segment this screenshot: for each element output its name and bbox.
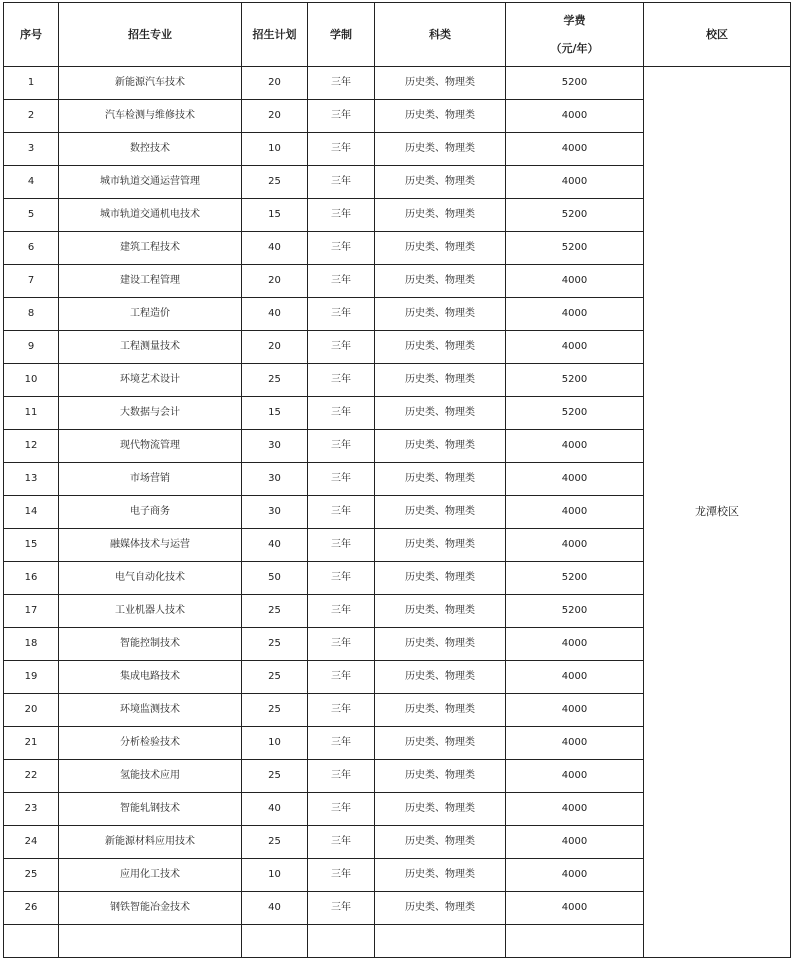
cell-plan: 30	[242, 496, 308, 529]
cell-plan: 10	[242, 727, 308, 760]
cell-major: 工程造价	[59, 298, 242, 331]
header-duration: 学制	[308, 3, 375, 67]
cell-plan: 40	[242, 793, 308, 826]
cell-duration: 三年	[308, 298, 375, 331]
cell-no: 5	[4, 199, 59, 232]
header-major: 招生专业	[59, 3, 242, 67]
cell-plan: 40	[242, 232, 308, 265]
cell-major: 集成电路技术	[59, 661, 242, 694]
cell-no: 17	[4, 595, 59, 628]
cell-duration: 三年	[308, 892, 375, 925]
cell-fee: 4000	[506, 793, 644, 826]
cell-duration: 三年	[308, 760, 375, 793]
cell-plan: 20	[242, 331, 308, 364]
header-campus: 校区	[644, 3, 791, 67]
cell-empty	[4, 925, 59, 958]
cell-duration: 三年	[308, 463, 375, 496]
cell-plan: 25	[242, 826, 308, 859]
cell-no: 12	[4, 430, 59, 463]
cell-no: 23	[4, 793, 59, 826]
cell-category: 历史类、物理类	[375, 793, 506, 826]
cell-fee: 4000	[506, 727, 644, 760]
cell-no: 4	[4, 166, 59, 199]
cell-category: 历史类、物理类	[375, 694, 506, 727]
cell-plan: 10	[242, 133, 308, 166]
cell-duration: 三年	[308, 859, 375, 892]
cell-no: 1	[4, 67, 59, 100]
header-no: 序号	[4, 3, 59, 67]
cell-no: 24	[4, 826, 59, 859]
cell-category: 历史类、物理类	[375, 727, 506, 760]
cell-duration: 三年	[308, 364, 375, 397]
cell-no: 2	[4, 100, 59, 133]
cell-category: 历史类、物理类	[375, 67, 506, 100]
cell-fee: 4000	[506, 892, 644, 925]
cell-fee: 4000	[506, 859, 644, 892]
cell-no: 11	[4, 397, 59, 430]
cell-plan: 25	[242, 760, 308, 793]
cell-no: 26	[4, 892, 59, 925]
cell-category: 历史类、物理类	[375, 496, 506, 529]
table-row	[4, 67, 791, 100]
cell-category: 历史类、物理类	[375, 529, 506, 562]
cell-duration: 三年	[308, 727, 375, 760]
cell-major: 融媒体技术与运营	[59, 529, 242, 562]
cell-category: 历史类、物理类	[375, 661, 506, 694]
cell-major: 智能控制技术	[59, 628, 242, 661]
cell-category: 历史类、物理类	[375, 232, 506, 265]
cell-category: 历史类、物理类	[375, 892, 506, 925]
cell-plan: 25	[242, 694, 308, 727]
cell-campus: 龙潭校区	[644, 67, 791, 958]
cell-major: 工业机器人技术	[59, 595, 242, 628]
cell-duration: 三年	[308, 694, 375, 727]
cell-no: 8	[4, 298, 59, 331]
cell-fee: 4000	[506, 760, 644, 793]
cell-duration: 三年	[308, 67, 375, 100]
cell-category: 历史类、物理类	[375, 562, 506, 595]
cell-category: 历史类、物理类	[375, 166, 506, 199]
cell-plan: 40	[242, 529, 308, 562]
cell-category: 历史类、物理类	[375, 628, 506, 661]
cell-category: 历史类、物理类	[375, 430, 506, 463]
cell-plan: 20	[242, 100, 308, 133]
cell-duration: 三年	[308, 331, 375, 364]
enrollment-table	[3, 2, 791, 958]
cell-fee: 4000	[506, 661, 644, 694]
cell-major: 环境艺术设计	[59, 364, 242, 397]
cell-no: 20	[4, 694, 59, 727]
cell-category: 历史类、物理类	[375, 199, 506, 232]
cell-no: 15	[4, 529, 59, 562]
cell-fee: 5200	[506, 364, 644, 397]
cell-fee: 4000	[506, 298, 644, 331]
cell-fee: 4000	[506, 133, 644, 166]
cell-category: 历史类、物理类	[375, 397, 506, 430]
cell-duration: 三年	[308, 232, 375, 265]
cell-major: 氢能技术应用	[59, 760, 242, 793]
cell-category: 历史类、物理类	[375, 331, 506, 364]
cell-fee: 4000	[506, 331, 644, 364]
cell-plan: 25	[242, 364, 308, 397]
cell-no: 25	[4, 859, 59, 892]
cell-category: 历史类、物理类	[375, 364, 506, 397]
cell-empty	[308, 925, 375, 958]
cell-major: 现代物流管理	[59, 430, 242, 463]
cell-major: 电气自动化技术	[59, 562, 242, 595]
cell-category: 历史类、物理类	[375, 859, 506, 892]
cell-fee: 4000	[506, 529, 644, 562]
cell-duration: 三年	[308, 430, 375, 463]
cell-duration: 三年	[308, 661, 375, 694]
cell-empty	[506, 925, 644, 958]
cell-fee: 4000	[506, 694, 644, 727]
cell-duration: 三年	[308, 199, 375, 232]
cell-fee: 4000	[506, 496, 644, 529]
cell-major: 数控技术	[59, 133, 242, 166]
cell-major: 建设工程管理	[59, 265, 242, 298]
cell-duration: 三年	[308, 826, 375, 859]
cell-major: 工程测量技术	[59, 331, 242, 364]
cell-fee: 5200	[506, 595, 644, 628]
cell-no: 16	[4, 562, 59, 595]
cell-duration: 三年	[308, 397, 375, 430]
cell-duration: 三年	[308, 166, 375, 199]
cell-plan: 40	[242, 298, 308, 331]
header-fee-line1: 学费	[563, 13, 586, 27]
header-plan: 招生计划	[242, 3, 308, 67]
cell-major: 分析检验技术	[59, 727, 242, 760]
cell-duration: 三年	[308, 100, 375, 133]
cell-major: 城市轨道交通机电技术	[59, 199, 242, 232]
cell-fee: 4000	[506, 430, 644, 463]
cell-no: 22	[4, 760, 59, 793]
cell-major: 电子商务	[59, 496, 242, 529]
cell-duration: 三年	[308, 793, 375, 826]
cell-empty	[59, 925, 242, 958]
cell-major: 市场营销	[59, 463, 242, 496]
cell-no: 3	[4, 133, 59, 166]
cell-major: 环境监测技术	[59, 694, 242, 727]
cell-category: 历史类、物理类	[375, 133, 506, 166]
cell-plan: 15	[242, 397, 308, 430]
cell-category: 历史类、物理类	[375, 595, 506, 628]
cell-fee: 4000	[506, 265, 644, 298]
cell-plan: 15	[242, 199, 308, 232]
cell-no: 14	[4, 496, 59, 529]
cell-plan: 25	[242, 628, 308, 661]
cell-fee: 5200	[506, 67, 644, 100]
cell-plan: 30	[242, 463, 308, 496]
cell-fee: 4000	[506, 826, 644, 859]
cell-category: 历史类、物理类	[375, 463, 506, 496]
cell-empty	[242, 925, 308, 958]
cell-plan: 30	[242, 430, 308, 463]
cell-duration: 三年	[308, 562, 375, 595]
cell-fee: 4000	[506, 463, 644, 496]
cell-duration: 三年	[308, 265, 375, 298]
cell-category: 历史类、物理类	[375, 298, 506, 331]
cell-plan: 40	[242, 892, 308, 925]
cell-major: 大数据与会计	[59, 397, 242, 430]
cell-major: 建筑工程技术	[59, 232, 242, 265]
cell-major: 钢铁智能冶金技术	[59, 892, 242, 925]
cell-major: 新能源材料应用技术	[59, 826, 242, 859]
cell-plan: 20	[242, 265, 308, 298]
cell-no: 10	[4, 364, 59, 397]
cell-category: 历史类、物理类	[375, 100, 506, 133]
header-fee	[506, 3, 644, 67]
cell-plan: 10	[242, 859, 308, 892]
cell-fee: 5200	[506, 199, 644, 232]
cell-category: 历史类、物理类	[375, 760, 506, 793]
cell-category: 历史类、物理类	[375, 826, 506, 859]
cell-no: 7	[4, 265, 59, 298]
cell-major: 应用化工技术	[59, 859, 242, 892]
cell-plan: 20	[242, 67, 308, 100]
cell-duration: 三年	[308, 133, 375, 166]
cell-fee: 4000	[506, 628, 644, 661]
table-body	[4, 67, 791, 958]
header-category: 科类	[375, 3, 506, 67]
cell-duration: 三年	[308, 529, 375, 562]
cell-major: 城市轨道交通运营管理	[59, 166, 242, 199]
cell-plan: 25	[242, 595, 308, 628]
cell-major: 新能源汽车技术	[59, 67, 242, 100]
cell-fee: 4000	[506, 166, 644, 199]
cell-no: 18	[4, 628, 59, 661]
cell-fee: 4000	[506, 100, 644, 133]
cell-category: 历史类、物理类	[375, 265, 506, 298]
cell-fee: 5200	[506, 397, 644, 430]
cell-no: 19	[4, 661, 59, 694]
cell-fee: 5200	[506, 232, 644, 265]
cell-fee: 5200	[506, 562, 644, 595]
cell-major: 汽车检测与维修技术	[59, 100, 242, 133]
cell-empty	[375, 925, 506, 958]
cell-no: 6	[4, 232, 59, 265]
cell-major: 智能轧钢技术	[59, 793, 242, 826]
cell-duration: 三年	[308, 496, 375, 529]
header-row	[4, 3, 791, 67]
cell-plan: 25	[242, 661, 308, 694]
header-fee-line2: （元/年）	[550, 41, 599, 55]
cell-plan: 50	[242, 562, 308, 595]
cell-no: 13	[4, 463, 59, 496]
cell-no: 9	[4, 331, 59, 364]
cell-no: 21	[4, 727, 59, 760]
cell-duration: 三年	[308, 628, 375, 661]
cell-plan: 25	[242, 166, 308, 199]
cell-duration: 三年	[308, 595, 375, 628]
